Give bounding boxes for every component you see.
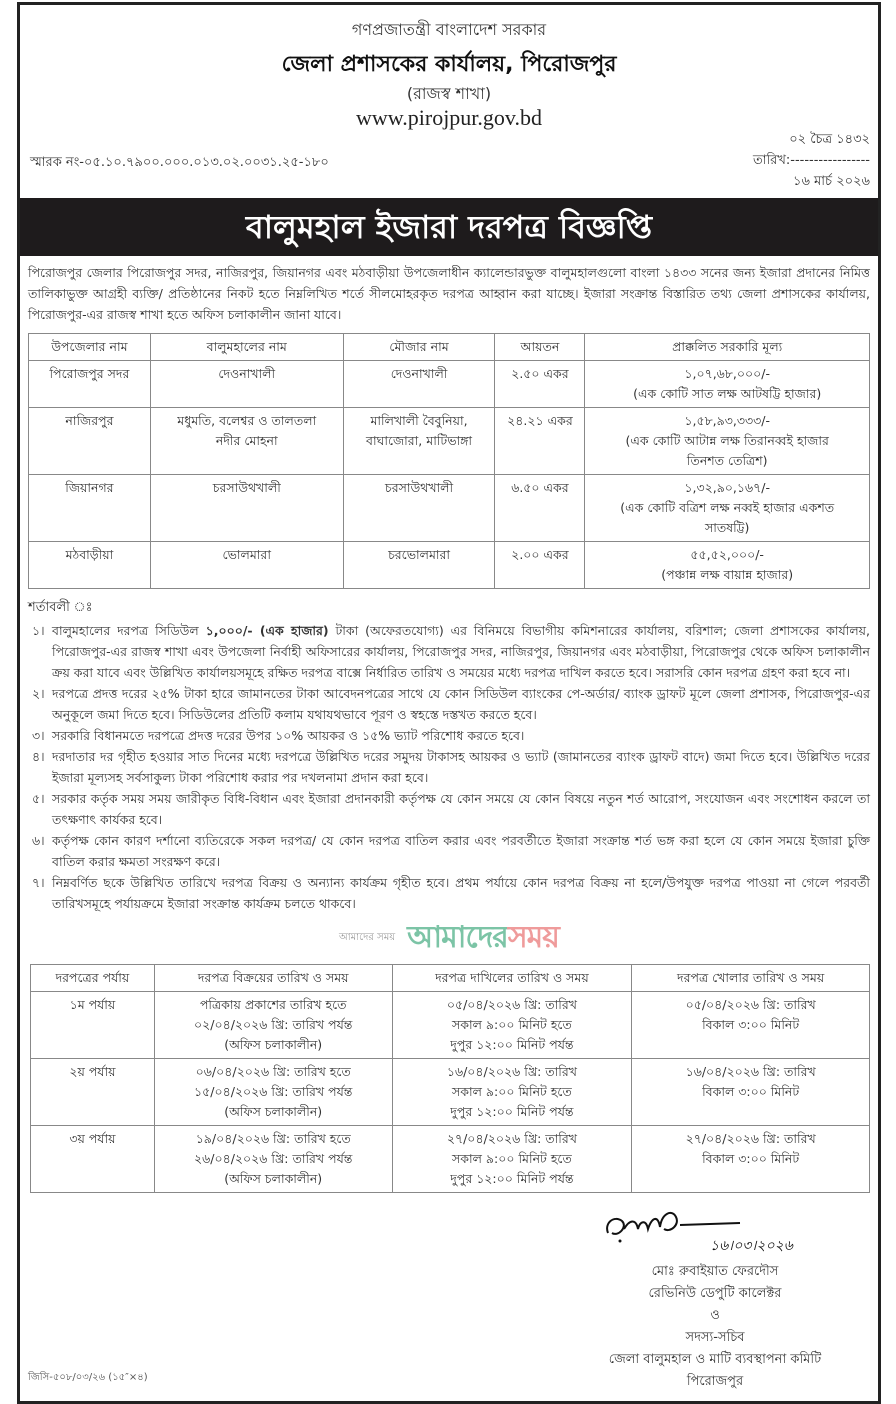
- watermark-small: আমাদের সময়: [339, 931, 396, 943]
- header-open: দরপত্র খোলার তারিখ ও সময়: [632, 965, 870, 992]
- condition-number: ৩।: [32, 728, 45, 743]
- open-line: বিকাল ৩:০০ মিনিট: [702, 1084, 800, 1099]
- mouza-cell: দেওনাখালী: [343, 361, 495, 408]
- price-value: ১,৩২,৯০,১৬৭/-: [684, 480, 770, 495]
- area-cell: ২৪.২১ একর: [495, 408, 585, 475]
- sale-line: ১৯/০৪/২০২৬ খ্রি: তারিখ হতে: [195, 1131, 351, 1146]
- signatory-designation: রেভিনিউ ডেপুটি কালেক্টর: [648, 1286, 782, 1301]
- condition-text-post: টাকা (অফেরতযোগ্য) এর বিনিময়ে বিভাগীয় কমিশনারের কার্যালয়, বরিশাল; জেলা প্রশাসকের কার্যালয়, পিরোজপুর-এর রাজস্ব শাখা এবং উপজেলা নির্বাহী অফিসারের কার্যালয়, পিরোজপুর সদর, নাজিরপুর, জিয়ানগর এবং মঠবাড়ীয়া, পিরোজপুর থেকে অফিস চলাকালীন ক্রয় করা যাবে এবং উল্লিখিত কার্যালয়সমূহে রক্ষিত দরপত্র বাক্সে নির্ধারিত তারিখ ও সময়ের মধ্যে দরপত্র দাখিল করতে হবে। সরাসরি কোন দরপত্র গ্রহণ করা হবে না।: [52, 623, 871, 680]
- sale-line: (অফিস চলাকালীন): [224, 1171, 323, 1186]
- header-mouza: মৌজার নাম: [343, 334, 495, 361]
- office-name: জেলা প্রশাসকের কার্যালয়, পিরোজপুর: [281, 52, 617, 77]
- sale-cell: [154, 1126, 392, 1193]
- balumahal-table: [28, 333, 870, 589]
- balumahal-cell: ভোলমারা: [150, 542, 343, 589]
- phase-cell: ১ম পর্যায়: [31, 992, 155, 1059]
- website-link[interactable]: www.pirojpur.gov.bd: [356, 105, 542, 130]
- condition-item: [28, 620, 870, 683]
- header-submit: দরপত্র দাখিলের তারিখ ও সময়: [392, 965, 632, 992]
- upazila-cell: জিয়ানগর: [29, 475, 151, 542]
- open-line: ২৭/০৪/২০২৬ খ্রি: তারিখ: [685, 1131, 816, 1146]
- condition-number: ৭।: [32, 875, 45, 890]
- condition-item: [28, 788, 870, 830]
- area-cell: ২.০০ একর: [495, 542, 585, 589]
- mouza-cell: চরসাউথখালী: [343, 475, 495, 542]
- sale-line: ০২/০৪/২০২৬ খ্রি: তারিখ পর্যন্ত: [194, 1017, 353, 1032]
- mouza-cell: চরভোলমারা: [343, 542, 495, 589]
- phase-cell: ২য় পর্যায়: [31, 1059, 155, 1126]
- price-words: (এক কোটি সাত লক্ষ আটষট্টি হাজার): [633, 386, 822, 401]
- price-cell: [585, 475, 870, 542]
- header-phase: দরপত্রের পর্যায়: [31, 965, 155, 992]
- sale-line: পত্রিকায় প্রকাশের তারিখ হতে: [199, 997, 347, 1012]
- schedule-fee: ১,০০০/- (এক হাজার): [205, 623, 329, 638]
- date-label: তারিখ:-----------------: [752, 153, 870, 168]
- date-english: ১৬ মার্চ ২০২৬: [793, 174, 870, 189]
- sale-cell: [154, 1059, 392, 1126]
- condition-item: [28, 872, 870, 914]
- signatory-role: সদস্য-সচিব: [685, 1330, 745, 1345]
- condition-item: [28, 830, 870, 872]
- signatory-and: ও: [710, 1308, 720, 1323]
- table-row: [31, 992, 870, 1059]
- upazila-cell: মঠবাড়ীয়া: [29, 542, 151, 589]
- condition-number: ২।: [32, 686, 45, 701]
- price-value: ১,৫৮,৯৩,৩৩৩/-: [684, 413, 770, 428]
- signature-date: ১৬।০৩।২০২৬: [710, 1238, 793, 1254]
- submit-line: সকাল ৯:০০ মিনিট হতে: [452, 1151, 572, 1166]
- open-cell: [632, 992, 870, 1059]
- price-words: (এক কোটি আটান্ন লক্ষ তিরানব্বই হাজার তিনশত তেত্রিশ): [625, 433, 829, 468]
- memo-number: স্মারক নং-০৫.১০.৭৯০০.০০০.০১৩.০২.০০৩১.২৫-১৮০: [30, 155, 329, 170]
- condition-number: ১।: [32, 623, 45, 638]
- intro-paragraph: পিরোজপুর জেলার পিরোজপুর সদর, নাজিরপুর, জিয়ানগর এবং মঠবাড়ীয়া উপজেলাধীন ক্যালেন্ডারভুক্ত বালুমহালগুলো বাংলা ১৪৩৩ সনের জন্য ইজারা প্রদানের নিমিত্ত তালিকাভুক্ত আগ্রহী ব্যক্তি/ প্রতিষ্ঠানের নিকট হতে নিম্নলিখিত শর্তে সীলমোহরকৃত দরপত্র আহ্বান করা যাচ্ছে। ইজারা সংক্রান্ত বিস্তারিত তথ্য জেলা প্রশাসকের কার্যালয়, পিরোজপুর-এর রাজস্ব শাখা হতে অফিস চলাকালীন জানা যাবে।: [28, 265, 870, 322]
- balumahal-cell: মধুমতি, বলেশ্বর ও তালতলা নদীর মোহনা: [150, 408, 343, 475]
- table-row: [29, 542, 870, 589]
- notice-body: [20, 256, 878, 1393]
- submit-line: দুপুর ১২:০০ মিনিট পর্যন্ত: [450, 1104, 574, 1119]
- price-cell: [585, 361, 870, 408]
- phase-cell: ৩য় পর্যায়: [31, 1126, 155, 1193]
- signature-block: [560, 1203, 870, 1393]
- condition-text: সরকার কর্তৃক সময় সময় জারীকৃত বিধি-বিধান এবং ইজারা প্রদানকারী কর্তৃপক্ষ যে কোন সময়ে যে কোন বিষয়ে নতুন শর্ত আরোপ, সংযোজন এবং সংশোধন করলে তা তৎক্ষণাৎ কার্যকর হবে।: [52, 791, 870, 827]
- government-name: গণপ্রজাতন্ত্রী বাংলাদেশ সরকার: [351, 20, 547, 39]
- condition-text: কর্তৃপক্ষ কোন কারণ দর্শানো ব্যতিরেকে সকল দরপত্র/ যে কোন দরপত্র বাতিল করার এবং পরবর্তীতে ইজারা সংক্রান্ত শর্ত ভঙ্গ করা হলে যে কোন সময়ে ইজারা চুক্তি বাতিল করার ক্ষমতা সংরক্ষণ করে।: [52, 833, 870, 869]
- submit-cell: [392, 992, 632, 1059]
- open-cell: [632, 1126, 870, 1193]
- sale-cell: [154, 992, 392, 1059]
- submit-line: সকাল ৯:০০ মিনিট হতে: [452, 1084, 572, 1099]
- upazila-cell: পিরোজপুর সদর: [29, 361, 151, 408]
- header-area: আয়তন: [495, 334, 585, 361]
- submit-line: ১৬/০৪/২০২৬ খ্রি: তারিখ: [446, 1064, 577, 1079]
- signatory-name: মোঃ রুবাইয়াত ফেরদৌস: [651, 1264, 779, 1279]
- price-cell: [585, 408, 870, 475]
- header-price: প্রাক্কলিত সরকারি মূল্য: [585, 334, 870, 361]
- sale-line: (অফিস চলাকালীন): [224, 1037, 323, 1052]
- condition-text-pre: বালুমহালের দরপত্র সিডিউল: [52, 623, 206, 638]
- schedule-table: [30, 964, 870, 1193]
- price-words: (এক কোটি বত্রিশ লক্ষ নব্বই হাজার একশত সাতষট্টি): [620, 500, 835, 535]
- condition-number: ৪।: [32, 749, 45, 764]
- letterhead: [20, 5, 878, 198]
- print-code: জিসি-৫০৮/০৩/২৬ (১৫″×৪): [28, 1372, 148, 1383]
- mouza-cell: মালিখালী বৈবুনিয়া, বাঘাজোরা, মাটিভাঙ্গা: [343, 408, 495, 475]
- branch-name: (রাজস্ব শাখা): [406, 84, 492, 103]
- signatory-place: পিরোজপুর: [686, 1374, 744, 1389]
- submit-line: ২৭/০৪/২০২৬ খ্রি: তারিখ: [446, 1131, 577, 1146]
- condition-text: দরপত্রে প্রদত্ত দরের ২৫% টাকা হারে জামানতের টাকা আবেদনপত্রের সাথে যে কোন সিডিউল ব্যাংকের পে-অর্ডার/ ব্যাংক ড্রাফট মূলে জেলা প্রশাসক, পিরোজপুর-এর অনুকূলে জমা দিতে হবে। সিডিউলের প্রতিটি কলাম যথাযথভাবে পূরণ ও স্বহস্তে দস্তখত করতে হবে।: [52, 686, 870, 722]
- price-words: (পঞ্চান্ন লক্ষ বায়ান্ন হাজার): [661, 567, 794, 582]
- table-row: [31, 1059, 870, 1126]
- open-line: ১৬/০৪/২০২৬ খ্রি: তারিখ: [685, 1064, 816, 1079]
- condition-text: দরদাতার দর গৃহীত হওয়ার সাত দিনের মধ্যে দরপত্রে উল্লিখিত দরের সমুদয় টাকাসহ আয়কর ও ভ্যাট (জামানতের ব্যাংক ড্রাফট বাদে) জমা দিতে হবে। উল্লিখিত দরের ইজারা মূল্যসহ সর্বসাকুল্য টাকা পরিশোধ করার পর দখলনামা প্রদান করা হবে।: [52, 749, 870, 785]
- area-cell: ২.৫০ একর: [495, 361, 585, 408]
- price-value: ৫৫,৫২,০০০/-: [690, 547, 764, 562]
- open-cell: [632, 1059, 870, 1126]
- table-row: [31, 1126, 870, 1193]
- table-row: [29, 408, 870, 475]
- table-header-row: [29, 334, 870, 361]
- condition-number: ৬।: [32, 833, 45, 848]
- submit-line: দুপুর ১২:০০ মিনিট পর্যন্ত: [450, 1037, 574, 1052]
- signature: [560, 1203, 870, 1261]
- open-line: বিকাল ৩:০০ মিনিট: [702, 1151, 800, 1166]
- area-cell: ৬.৫০ একর: [495, 475, 585, 542]
- open-line: ০৫/০৪/২০২৬ খ্রি: তারিখ: [685, 997, 816, 1012]
- watermark-part1: আমাদের: [407, 919, 508, 955]
- header-upazila: উপজেলার নাম: [29, 334, 151, 361]
- condition-text: নিম্নবর্ণিত ছকে উল্লিখিত তারিখে দরপত্র বিক্রয় ও অন্যান্য কার্যক্রম গৃহীত হবে। প্রথম পর্যায়ে কোন দরপত্র বিক্রয় না হলে/উপযুক্ত দরপত্র পাওয়া না গেলে পরবর্তী তারিখসমূহে পর্যায়ক্রমে ইজারা সংক্রান্ত কার্যক্রম চলতে থাকবে।: [52, 875, 870, 911]
- lower-section: [28, 1203, 870, 1393]
- signatory-committee: জেলা বালুমহাল ও মাটি ব্যবস্থাপনা কমিটি: [608, 1352, 822, 1367]
- submit-line: দুপুর ১২:০০ মিনিট পর্যন্ত: [450, 1171, 574, 1186]
- upazila-cell: নাজিরপুর: [29, 408, 151, 475]
- document-border: [17, 2, 881, 1404]
- watermark-part2: সময়: [507, 919, 559, 955]
- price-value: ১,০৭,৬৮,০০০/-: [684, 366, 770, 381]
- submit-cell: [392, 1126, 632, 1193]
- sale-line: (অফিস চলাকালীন): [224, 1104, 323, 1119]
- date-block: [753, 129, 870, 192]
- open-line: বিকাল ৩:০০ মিনিট: [702, 1017, 800, 1032]
- table-row: [29, 361, 870, 408]
- header-sale: দরপত্র বিক্রয়ের তারিখ ও সময়: [154, 965, 392, 992]
- sale-line: ২৬/০৪/২০২৬ খ্রি: তারিখ পর্যন্ত: [194, 1151, 353, 1166]
- submit-line: ০৫/০৪/২০২৬ খ্রি: তারিখ: [446, 997, 577, 1012]
- header-balumahal: বালুমহালের নাম: [150, 334, 343, 361]
- balumahal-cell: চরসাউথখালী: [150, 475, 343, 542]
- watermark-row: [28, 918, 870, 958]
- condition-text: সরকারি বিধানমতে দরপত্রে প্রদত্ত দরের উপর ১০% আয়কর ও ১৫% ভ্যাট পরিশোধ করতে হবে।: [52, 728, 525, 743]
- table-row: [29, 475, 870, 542]
- condition-item: [28, 725, 870, 746]
- notice-title: বালুমহাল ইজারা দরপত্র বিজ্ঞপ্তি: [20, 198, 878, 256]
- balumahal-cell: দেওনাখালী: [150, 361, 343, 408]
- sale-line: ১৫/০৪/২০২৬ খ্রি: তারিখ পর্যন্ত: [194, 1084, 353, 1099]
- condition-number: ৫।: [32, 791, 45, 806]
- condition-item: [28, 746, 870, 788]
- table-header-row: [31, 965, 870, 992]
- submit-cell: [392, 1059, 632, 1126]
- submit-line: সকাল ৯:০০ মিনিট হতে: [452, 1017, 572, 1032]
- watermark-logo: [407, 913, 559, 964]
- conditions-section: [28, 597, 870, 914]
- condition-text: [52, 620, 870, 683]
- price-cell: [585, 542, 870, 589]
- date-bangla: ০২ চৈত্র ১৪৩২: [789, 132, 870, 147]
- conditions-title: শর্তাবলী ঃ: [28, 600, 93, 615]
- sale-line: ০৬/০৪/২০২৬ খ্রি: তারিখ হতে: [195, 1064, 351, 1079]
- condition-item: [28, 683, 870, 725]
